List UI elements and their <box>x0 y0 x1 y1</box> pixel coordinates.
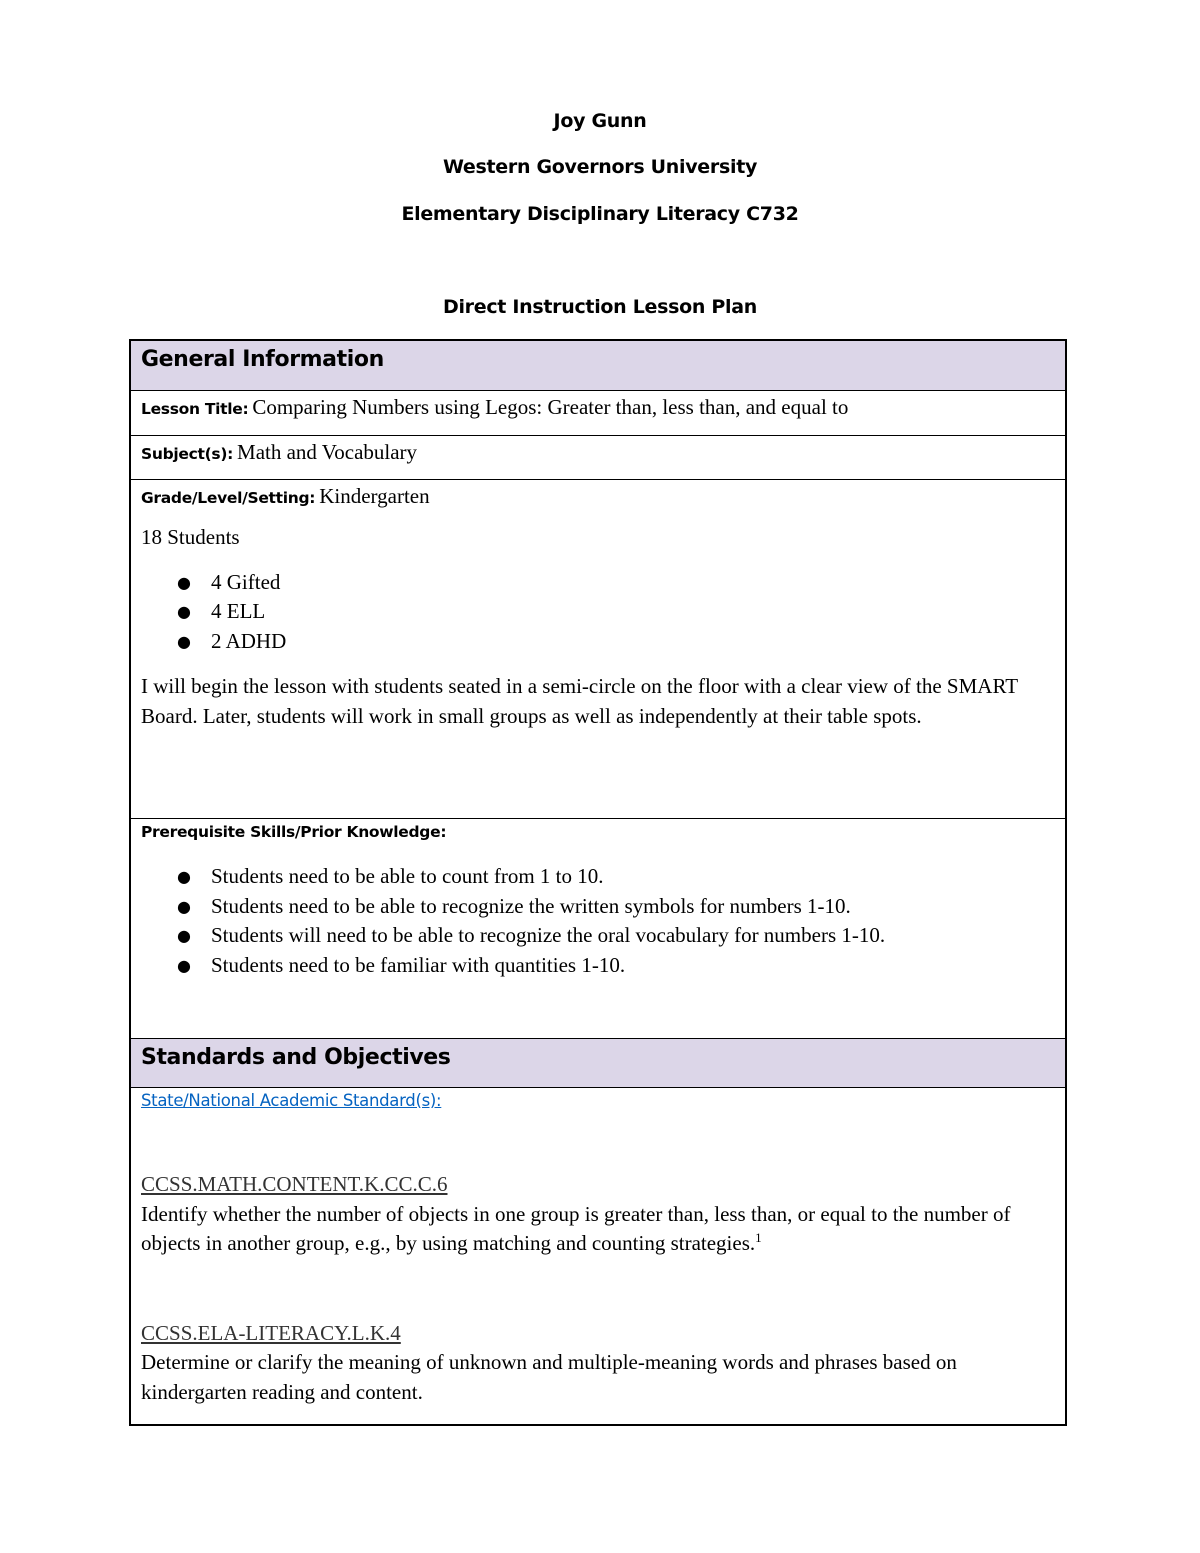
standard-1-code[interactable]: CCSS.MATH.CONTENT.K.CC.C.6 <box>141 1172 448 1196</box>
list-item: ● 2 ADHD <box>141 627 1055 657</box>
standard-1-text: Identify whether the number of objects in one group is greater than, less than, or equal to the number of objects in another group, e.g., by using matching and counting strategies.$^1$ <box>141 1201 1011 1255</box>
setting-description: I will begin the lesson with students seated in a semi-circle on the floor with a clear view of the SMART Board. Later, students will work in small groups as well as independently at their table spots. <box>141 674 1018 728</box>
general-information-title: General Information <box>141 347 384 372</box>
prerequisite-row <box>131 818 1065 1038</box>
student-groups-list <box>141 568 1055 657</box>
student-count: 18 Students <box>141 525 240 549</box>
grade-label: Grade/Level/Setting: <box>141 489 316 507</box>
standards-objectives-header <box>131 1038 1065 1088</box>
lesson-plan-table <box>129 339 1067 1426</box>
list-item: ● Students need to be able to recognize the written symbols for numbers 1-10. <box>141 892 1055 922</box>
list-item: ● Students need to be familiar with quantities 1-10. <box>141 951 1055 981</box>
prerequisite-label: Prerequisite Skills/Prior Knowledge: <box>141 823 447 841</box>
lesson-title-row <box>131 391 1065 435</box>
prerequisite-list <box>141 862 1055 980</box>
standard-2-text: Determine or clarify the meaning of unknown and multiple-meaning words and phrases based on kindergarten reading and content. <box>141 1350 957 1404</box>
subject-row <box>131 435 1065 479</box>
bullet-icon: ● <box>177 572 191 592</box>
subject-value: Math and Vocabulary <box>237 440 418 464</box>
grade-setting-row <box>131 479 1065 818</box>
bullet-icon: ● <box>177 602 191 622</box>
subject-label: Subject(s): <box>141 445 234 463</box>
footnote-marker: 1 <box>755 1230 762 1245</box>
lesson-title-value: Comparing Numbers using Legos: Greater than, less than, and equal to <box>252 395 849 419</box>
standard-2 <box>141 1319 1055 1408</box>
lesson-title-label: Lesson Title: <box>141 400 249 418</box>
list-item: ● Students need to be able to count from 1 to 10. <box>141 862 1055 892</box>
university-name: Western Governors University <box>442 156 758 178</box>
standard-2-code[interactable]: CCSS.ELA-LITERACY.L.K.4 <box>141 1320 401 1345</box>
standard-1 <box>141 1170 1055 1259</box>
course-name: Elementary Disciplinary Literacy C732 <box>401 203 799 225</box>
bullet-icon: ● <box>177 867 191 886</box>
list-item: ● Students will need to be able to recognize the oral vocabulary for numbers 1-10. <box>141 921 1055 951</box>
standards-row <box>131 1088 1065 1424</box>
bullet-icon: ● <box>177 926 191 946</box>
document-title: Direct Instruction Lesson Plan <box>442 296 758 318</box>
list-item: ● 4 ELL <box>141 597 1055 627</box>
grade-value: Kindergarten <box>319 484 430 508</box>
general-information-header <box>131 341 1065 391</box>
bullet-icon: ● <box>177 631 191 651</box>
bullet-icon: ● <box>177 896 191 916</box>
standards-objectives-title: Standards and Objectives <box>141 1045 451 1070</box>
academic-standards-link[interactable]: State/National Academic Standard(s): <box>141 1091 442 1110</box>
bullet-icon: ● <box>177 955 191 975</box>
author-name: Joy Gunn <box>553 110 647 132</box>
list-item: ● 4 Gifted <box>141 568 1055 598</box>
